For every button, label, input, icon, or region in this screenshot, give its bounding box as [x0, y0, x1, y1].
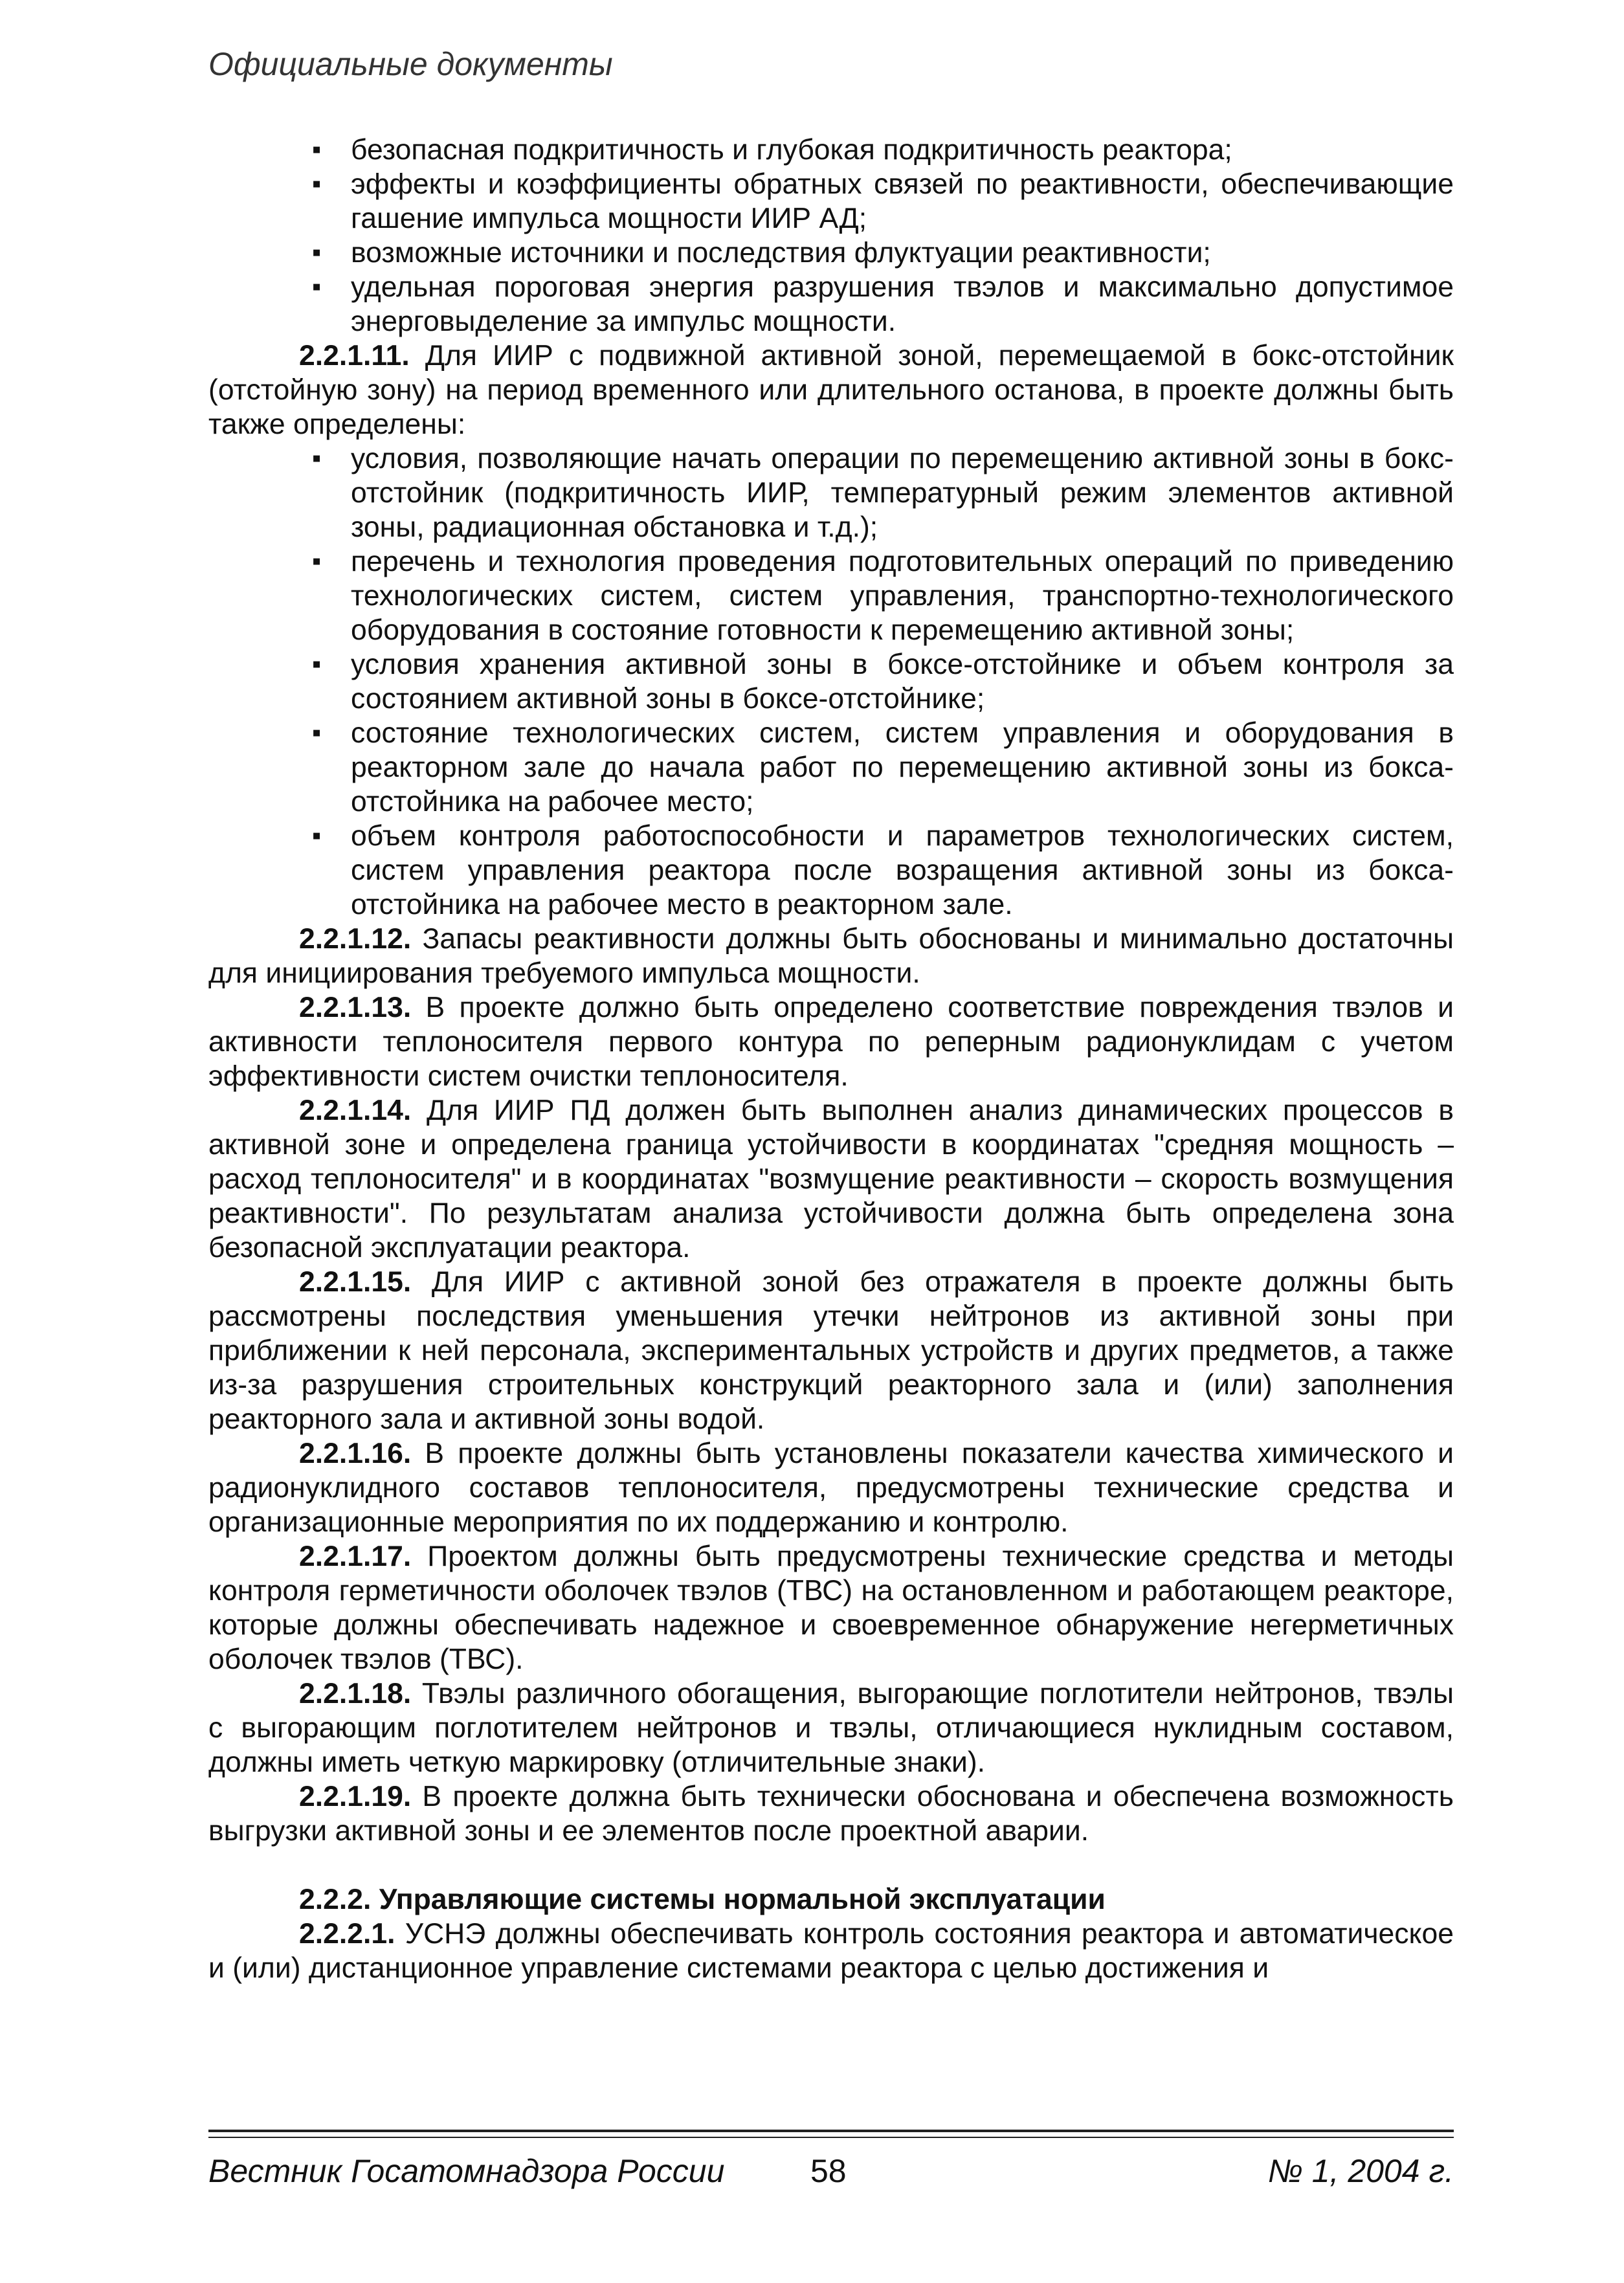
- clause-text: Для ИИР с подвижной активной зоной, перемещаемой в бокс-отстойник (отстойную зону) на период временного или длительного останова, в проекте должны быть также определены:: [208, 340, 1454, 440]
- clause-2-2-1-16: [208, 1436, 1454, 1539]
- clause-2-2-1-18: [208, 1676, 1454, 1779]
- clause-text: УСНЭ должны обеспечивать контроль состояния реактора и автоматическое и (или) дистанционное управление системами реактора с целью достижения и: [208, 1918, 1454, 1984]
- clause-number: 2.2.1.15.: [299, 1266, 412, 1298]
- clause-number: 2.2.1.14.: [299, 1095, 412, 1126]
- clause-2-2-1-13: [208, 990, 1454, 1093]
- clause-2-2-1-17: [208, 1539, 1454, 1676]
- page-body: [208, 133, 1454, 1985]
- list-item: ▪ безопасная подкритичность и глубокая подкритичность реактора;: [351, 133, 1454, 167]
- clause-text: Проектом должны быть предусмотрены технические средства и методы контроля герметичности оболочек твэлов (ТВС) на остановленном и работающем реакторе, которые должны обеспечивать надежное и своевременное обнаружение негерметичных оболочек твэлов (ТВС).: [208, 1541, 1454, 1675]
- clause-number: 2.2.1.13.: [299, 992, 412, 1023]
- section-title: 2.2.2. Управляющие системы нормальной эксплуатации: [299, 1884, 1106, 1915]
- clause-number: 2.2.2.1.: [299, 1918, 395, 1950]
- list-item: ▪ условия хранения активной зоны в боксе-отстойнике и объем контроля за состоянием активной зоны в боксе-отстойнике;: [351, 647, 1454, 716]
- clause-2-2-2-1: [208, 1917, 1454, 1985]
- footer-rule-thin: [208, 2137, 1454, 2138]
- list-item: ▪ эффекты и коэффициенты обратных связей по реактивности, обеспечивающие гашение импульса мощности ИИР АД;: [351, 167, 1454, 236]
- clause-number: 2.2.1.12.: [299, 923, 412, 955]
- clause-number: 2.2.1.11.: [299, 340, 410, 372]
- clause-number: 2.2.1.16.: [299, 1438, 412, 1469]
- list-item: ▪ возможные источники и последствия флуктуации реактивности;: [351, 236, 1454, 270]
- bullet-list-top: [208, 133, 1454, 339]
- running-header: Официальные документы: [208, 46, 613, 82]
- list-item: ▪ условия, позволяющие начать операции по перемещению активной зоны в бокс-отстойник (подкритичность ИИР, температурный режим элементов активной зоны, радиационная обстановка и т.д.);: [351, 441, 1454, 544]
- clause-text: Запасы реактивности должны быть обоснованы и минимально достаточны для инициирования требуемого импульса мощности.: [208, 923, 1454, 989]
- list-item: ▪ состояние технологических систем, систем управления и оборудования в реакторном зале до начала работ по перемещению активной зоны из бокса-отстойника на рабочее место;: [351, 716, 1454, 819]
- clause-2-2-1-11: [208, 339, 1454, 441]
- journal-name: Вестник Госатомнадзора России: [208, 2153, 725, 2189]
- clause-text: В проекте должна быть технически обоснована и обеспечена возможность выгрузки активной зоны и ее элементов после проектной аварии.: [208, 1781, 1454, 1847]
- clause-2-2-1-12: [208, 922, 1454, 990]
- bullet-list-2-2-1-11: [208, 441, 1454, 922]
- clause-number: 2.2.1.17.: [299, 1541, 412, 1572]
- clause-2-2-1-15: [208, 1265, 1454, 1436]
- page-number: 58: [810, 2153, 847, 2189]
- clause-text: Для ИИР с активной зоной без отражателя в проекте должны быть рассмотрены последствия уменьшения утечки нейтронов из активной зоны при приближении к ней персонала, экспериментальных устройств и других предметов, а также из-за разрушения строительных конструкций реакторного зала и (или) заполнения реакторного зала и активной зоны водой.: [208, 1266, 1454, 1435]
- clause-number: 2.2.1.18.: [299, 1678, 412, 1709]
- clause-text: В проекте должны быть установлены показатели качества химического и радионуклидного составов теплоносителя, предусмотрены технические средства и организационные мероприятия по их поддержанию и контролю.: [208, 1438, 1454, 1538]
- list-item: ▪ объем контроля работоспособности и параметров технологических систем, систем управления реактора после возращения активной зоны из бокса-отстойника на рабочее место в реакторном зале.: [351, 819, 1454, 922]
- clause-text: Для ИИР ПД должен быть выполнен анализ динамических процессов в активной зоне и определена граница устойчивости в координатах "средняя мощность – расход теплоносителя" и в координатах "возмущение реактивности – скорость возмущения реактивности". По результатам анализа устойчивости должна быть определена зона безопасной эксплуатации реактора.: [208, 1095, 1454, 1264]
- footer-rule-thick: [208, 2130, 1454, 2132]
- clause-text: В проекте должно быть определено соответствие повреждения твэлов и активности теплоносителя первого контура по реперным радионуклидам с учетом эффективности систем очистки теплоносителя.: [208, 992, 1454, 1092]
- clause-number: 2.2.1.19.: [299, 1781, 412, 1812]
- footer-rule: [208, 2130, 1454, 2138]
- issue-info: № 1, 2004 г.: [1267, 2153, 1454, 2189]
- list-item: ▪ перечень и технология проведения подготовительных операций по приведению технологических систем, систем управления, транспортно-технологического оборудования в состояние готовности к перемещению активной зоны;: [351, 544, 1454, 647]
- list-item: ▪ удельная пороговая энергия разрушения твэлов и максимально допустимое энерговыделение за импульс мощности.: [351, 270, 1454, 339]
- clause-2-2-1-14: [208, 1093, 1454, 1265]
- clause-text: Твэлы различного обогащения, выгорающие поглотители нейтронов, твэлы с выгорающим поглотителем нейтронов и твэлы, отличающиеся нуклидным составом, должны иметь четкую маркировку (отличительные знаки).: [208, 1678, 1454, 1778]
- clause-2-2-1-19: [208, 1779, 1454, 1848]
